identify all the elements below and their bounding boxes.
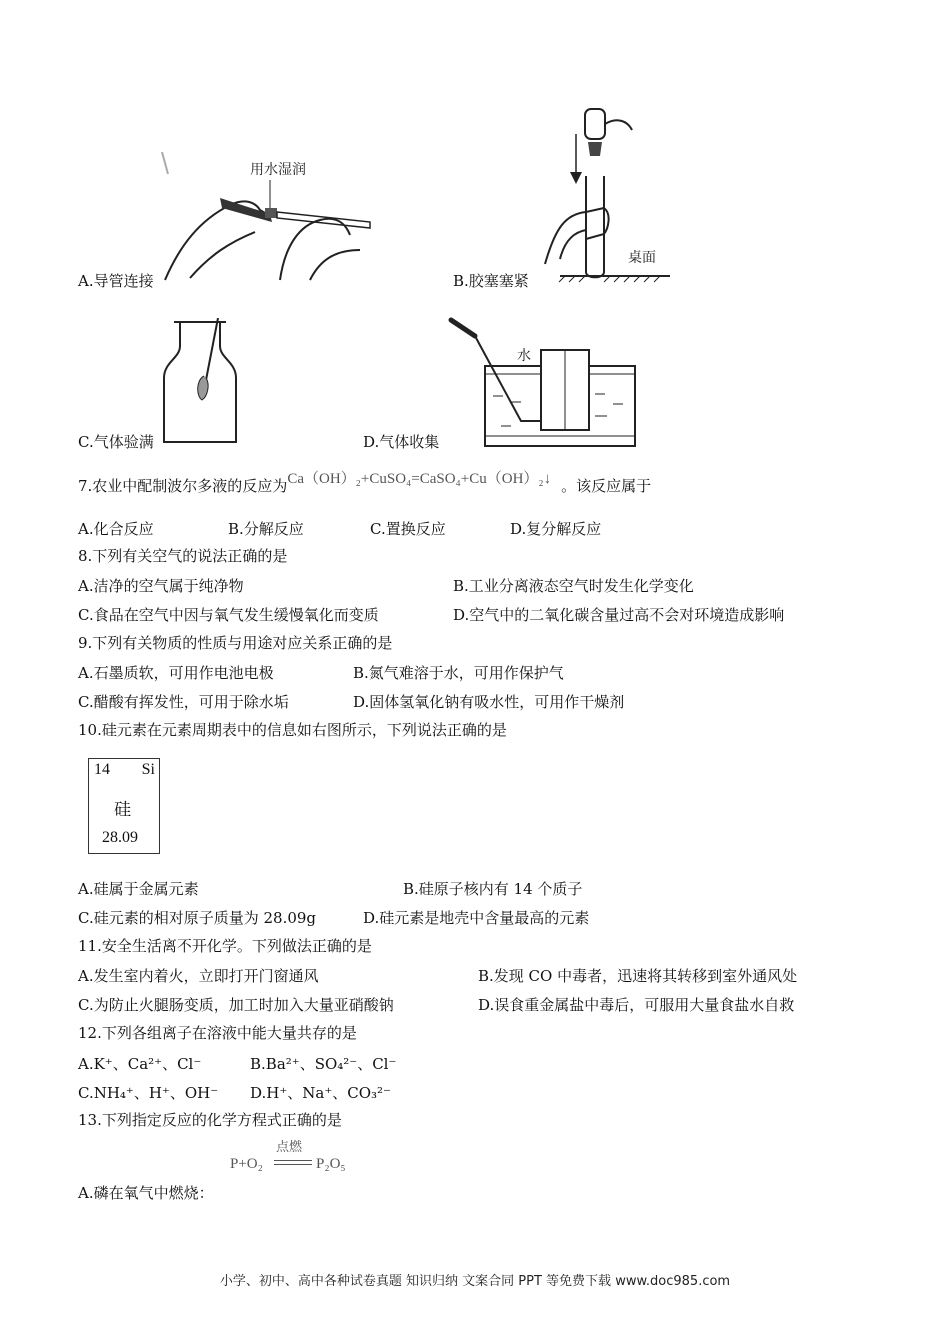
q13-stem: 13.下列指定反应的化学方程式正确的是	[78, 1111, 342, 1129]
q7-option-b: B.分解反应	[228, 520, 304, 538]
q9-option-c: C.醋酸有挥发性，可用于除水垢	[78, 693, 289, 711]
q9-option-d: D.固体氢氧化钠有吸水性，可用作干燥剂	[353, 693, 625, 711]
q7-prefix: 7.农业中配制波尔多液的反应为	[78, 477, 288, 495]
q7-option-d: D.复分解反应	[510, 520, 602, 538]
q8-option-b: B.工业分离液态空气时发生化学变化	[453, 577, 694, 595]
element-mass: 28.09	[102, 829, 138, 846]
q10-option-b: B.硅原子核内有 14 个质子	[403, 880, 583, 898]
q7-equation: Ca（OH）₂+CuSO₄=CaSO₄+Cu（OH）₂↓	[287, 471, 552, 487]
q11-option-d: D.误食重金属盐中毒后，可服用大量食盐水自救	[478, 996, 795, 1014]
stopper-figure	[540, 104, 675, 284]
figure-c-label: C.气体验满	[78, 433, 154, 451]
figure-a-caption: 用水湿润	[250, 162, 306, 178]
q10-option-c: C.硅元素的相对原子质量为 28.09g	[78, 909, 317, 927]
page-footer: 小学、初中、高中各种试卷真题 知识归纳 文案合同 PPT 等免费下载 www.doc985.com	[219, 1274, 731, 1289]
gas-collection-figure	[445, 316, 640, 448]
q13-equation-left: P+O₂	[230, 1156, 263, 1172]
q11-stem: 11.安全生活离不开化学。下列做法正确的是	[78, 937, 372, 955]
figure-a-label: A.导管连接	[78, 272, 154, 290]
gas-check-figure	[160, 318, 240, 446]
element-number: 14	[94, 761, 110, 778]
q10-option-d: D.硅元素是地壳中含量最高的元素	[363, 909, 590, 927]
q13-condition: 点燃	[276, 1140, 303, 1155]
q12-stem: 12.下列各组离子在溶液中能大量共存的是	[78, 1024, 357, 1042]
figure-d-caption: 水	[517, 348, 531, 364]
q12-option-a: A.K⁺、Ca²⁺、Cl⁻	[78, 1055, 202, 1073]
q13-equation-right: P₂O₅	[316, 1156, 346, 1172]
q11-option-c: C.为防止火腿肠变质，加工时加入大量亚硝酸钠	[78, 996, 394, 1014]
q12-option-b: B.Ba²⁺、SO₄²⁻、Cl⁻	[250, 1055, 397, 1073]
q10-option-a: A.硅属于金属元素	[78, 880, 199, 898]
q9-option-a: A.石墨质软，可用作电池电极	[78, 664, 274, 682]
element-symbol: Si	[141, 761, 155, 778]
q7-option-a: A.化合反应	[78, 520, 154, 538]
element-cell	[88, 758, 160, 854]
q8-stem: 8.下列有关空气的说法正确的是	[78, 547, 288, 565]
q11-option-a: A.发生室内着火，立即打开门窗通风	[78, 967, 319, 985]
q12-option-c: C.NH₄⁺、H⁺、OH⁻	[78, 1084, 219, 1102]
q7-option-c: C.置换反应	[370, 520, 446, 538]
element-name: 硅	[114, 800, 131, 820]
q9-stem: 9.下列有关物质的性质与用途对应关系正确的是	[78, 634, 393, 652]
figure-b-label: B.胶塞塞紧	[453, 272, 529, 290]
q13-equal-sign	[274, 1160, 312, 1165]
q13-option-a-label: A.磷在氧气中燃烧：	[78, 1184, 214, 1202]
q10-stem: 10.硅元素在元素周期表中的信息如右图所示，下列说法正确的是	[78, 721, 507, 739]
q11-option-b: B.发现 CO 中毒者，迅速将其转移到室外通风处	[478, 967, 798, 985]
q12-option-d: D.H⁺、Na⁺、CO₃²⁻	[250, 1084, 391, 1102]
question-7	[78, 471, 652, 497]
q7-suffix: 。该反应属于	[561, 477, 652, 495]
q8-option-c: C.食品在空气中因与氧气发生缓慢氧化而变质	[78, 606, 379, 624]
q8-option-a: A.洁净的空气属于纯净物	[78, 577, 244, 595]
q9-option-b: B.氮气难溶于水，可用作保护气	[353, 664, 564, 682]
figure-d-label: D.气体收集	[363, 433, 440, 451]
figure-b-caption: 桌面	[628, 250, 656, 266]
tube-connection-figure	[160, 150, 375, 285]
q8-option-d: D.空气中的二氧化碳含量过高不会对环境造成影响	[453, 606, 785, 624]
